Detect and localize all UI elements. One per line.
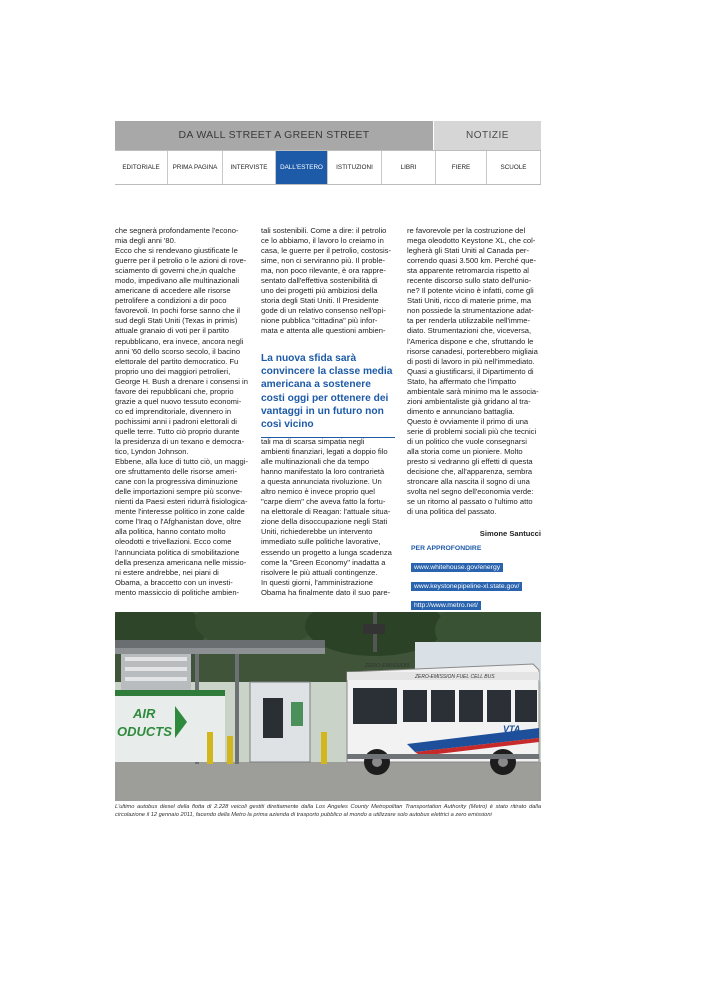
nav-item-interviste[interactable]: INTERVISTE: [223, 151, 276, 184]
page-header: [115, 121, 541, 185]
text-line: diato. Strumentazioni che, viceversa,: [407, 326, 532, 336]
text-line: na elettorale di Reagan: l'attuale situa-: [261, 507, 391, 517]
text-line: di una politica del passato.: [407, 507, 497, 517]
article-column-2-top: [261, 226, 395, 337]
text-line: sta apparente retromarcia rispetto al: [407, 266, 529, 276]
text-line: cane con la progressiva diminuzione: [115, 477, 238, 487]
text-line: Stati Uniti, ricco di materie prime, ma: [407, 296, 532, 306]
text-line: di posti di lavoro in più nell'immediato.: [407, 356, 535, 366]
text-line: nione pubblica "cittadina" più infor-: [261, 316, 378, 326]
nav-item-istituzioni[interactable]: ISTITUZIONI: [328, 151, 382, 184]
text-line: stroncare alla nascita il sogno di una: [407, 477, 530, 487]
text-line: oleodotti e trivellazioni. Ecco come: [115, 537, 232, 547]
text-line: favore dei repubblicani che, proprio: [115, 386, 234, 396]
text-line: hanno manifestato la loro contrarietà: [261, 467, 385, 477]
text-line: Quasi a giustificarsi, il Dipartimento di: [407, 366, 534, 376]
text-line: se un ritorno al passato o l'ultimo atto: [407, 497, 533, 507]
text-line: ta per renderla utilizzabile nell'imme-: [407, 316, 531, 326]
nav-item-libri[interactable]: LIBRI: [382, 151, 436, 184]
text-line: anni '60 dello scorso secolo, il bacino: [115, 346, 241, 356]
text-line: americane di accedere alle risorse: [115, 286, 231, 296]
further-reading-heading: PER APPROFONDIRE: [411, 545, 482, 552]
text-line: nienti da Paesi esteri ridurrà fisiologica-: [115, 497, 248, 507]
author-signature: Simone Santucci: [479, 529, 541, 538]
text-line: svolta nel segno dell'economia verde:: [407, 487, 534, 497]
text-line: zione della disoccupazione negli Stati: [261, 517, 388, 527]
text-line: proprio uno dei maggiori petrolieri,: [115, 366, 231, 376]
header-bar: [115, 121, 541, 150]
text-line: modo, impedivano alle multinazionali: [115, 276, 240, 286]
text-line: storia degli Stati Uniti. Il Presidente: [261, 296, 379, 306]
nav-item-fiere[interactable]: FIERE: [436, 151, 487, 184]
header-title: DA WALL STREET A GREEN STREET: [115, 121, 433, 150]
text-line: a questa annunciata rivoluzione. Un: [261, 477, 382, 487]
nav-item-prima-pagina[interactable]: PRIMA PAGINA: [168, 151, 223, 184]
text-line: tali sostenibili. Come a dire: il petrolio: [261, 226, 387, 235]
text-line: In questi giorni, l'amministrazione: [261, 577, 374, 587]
text-line: Uniti, richiederebbe un intervento: [261, 527, 373, 537]
text-line: ce lo abbiamo, il lavoro lo creiamo in: [261, 236, 384, 246]
article-column-2-bottom: [261, 437, 395, 598]
text-line: come la "Green Economy" inadatta a: [261, 557, 386, 567]
text-line: non possiede la strumentazione adat-: [407, 306, 534, 316]
further-reading: [411, 545, 541, 613]
text-line: pochissimi anni i padroni elettorali di: [115, 416, 237, 426]
text-line: Ebbene, alla luce di tutto ciò, un maggi-: [115, 457, 248, 467]
text-line: attuale granaio di voti per il partito: [115, 326, 229, 336]
sign-text-1: AIR: [133, 706, 156, 721]
text-line: sciamento di governi che,in qualche: [115, 266, 236, 276]
bus-logo: VTA: [503, 724, 521, 734]
text-line: alla storia come un pioniere. Molto: [407, 447, 523, 457]
text-line: co ed imprenditoriale, divennero in: [115, 406, 232, 416]
text-line: ni estere andrebbe, nei piani di: [115, 567, 219, 577]
link-keystone[interactable]: www.keystonepipeline-xl.state.gov/: [411, 582, 522, 591]
text-line: risorse canadesi, porterebbero migliaia: [407, 346, 538, 356]
text-line: come l'Iraq o l'Afghanistan dove, oltre: [115, 517, 242, 527]
text-line: di un politico che vuole consegnarsi: [407, 436, 527, 446]
text-line: recente discorso sullo stato dell'unio-: [407, 276, 532, 286]
text-line: petrolifere a condizioni a dir poco: [115, 296, 227, 306]
text-line: delle importazioni sempre più sconve-: [115, 487, 243, 497]
text-line: altro nemico è invece proprio quel: [261, 487, 375, 497]
text-line: ma, non poco rilevante, è ora rappre-: [261, 266, 386, 276]
text-line: sime, non ci serviranno più. Il proble-: [261, 256, 386, 266]
bus-side-text: ZERO-EMISSION FUEL CELL BUS: [415, 674, 495, 680]
nav-item-editoriale[interactable]: EDITORIALE: [115, 151, 168, 184]
text-line: sentato dall'effettiva sostenibilità di: [261, 276, 378, 286]
link-whitehouse[interactable]: www.whitehouse.gov/energy: [411, 563, 503, 572]
header-section: NOTIZIE: [434, 121, 541, 150]
article-photo: [115, 612, 541, 801]
text-line: gode di un relativo consenso nell'opi-: [261, 306, 386, 316]
text-line: decisione che, all'apparenza, sembra: [407, 467, 533, 477]
text-line: repubblicano, era invece, ancora negli: [115, 336, 244, 346]
text-line: quelle terre. Tutto ciò proprio durante: [115, 426, 240, 436]
text-line: elettorale del partito democratico. Fu: [115, 356, 239, 366]
text-line: ore sfruttamento delle risorse ameri-: [115, 467, 237, 477]
section-nav: [115, 150, 541, 185]
text-line: risolvere le più attuali contingenze.: [261, 567, 378, 577]
text-line: Obama ha finalmente dato il suo pare-: [261, 587, 391, 597]
text-line: mento massiccio di politiche ambien-: [115, 587, 240, 597]
article-column-3: [407, 226, 541, 517]
text-line: Questo è ovviamente il primo di una: [407, 416, 529, 426]
text-line: ambienti finanziari, legati a doppio filo: [261, 447, 388, 457]
text-line: che segnerà profondamente l'econo-: [115, 226, 239, 235]
text-line: mata e attenta alle questioni ambien-: [261, 326, 386, 336]
text-line: ne? Il potente vicino è infatti, come gli: [407, 286, 534, 296]
text-line: dimento e annunciano battaglia.: [407, 406, 515, 416]
text-line: guerre per il petrolio o le azioni di rove-: [115, 256, 247, 266]
text-line: immediato sulle politiche lavorative,: [261, 537, 381, 547]
text-line: mia degli anni '80.: [115, 236, 176, 246]
text-line: alla politica, hanno contato molto: [115, 527, 226, 537]
text-line: mente l'interesse politico in zone calde: [115, 507, 245, 517]
text-line: tico, Lyndon Johnson.: [115, 447, 189, 457]
text-line: Obama, a braccetto con un investi-: [115, 577, 233, 587]
text-line: correndo quasi 3.500 km. Perché que-: [407, 256, 537, 266]
text-line: legherà gli Stati Uniti al Canada per-: [407, 246, 529, 256]
sign-text-2: ODUCTS: [117, 724, 172, 739]
text-line: alle multinazionali che da tempo: [261, 457, 370, 467]
text-line: casa, le guerre per il petrolio, costosis-: [261, 246, 391, 256]
nav-item-scuole[interactable]: SCUOLE: [487, 151, 541, 184]
text-line: Ecco che si rendevano giustificate le: [115, 246, 238, 256]
text-line: essendo un progetto a lunga scadenza: [261, 547, 392, 557]
bus-roof-text: ZERO-EMISSION: [365, 663, 410, 669]
article-column-1: [115, 226, 248, 598]
text-line: la presidenza di un texano e democra-: [115, 436, 245, 446]
text-line: favorevoli. In pochi forse sanno che il: [115, 306, 240, 316]
text-line: mega oleodotto Keystone XL, che col-: [407, 236, 536, 246]
text-line: sud degli Stati Uniti (Texas in primis): [115, 316, 238, 326]
text-line: l'annunciata politica di smobilitazione: [115, 547, 240, 557]
text-line: grazie a quel nuovo tessuto economi-: [115, 396, 242, 406]
text-line: zioni ambientaliste già gridano al tra-: [407, 396, 531, 406]
text-line: George H. Bush a drenare i consensi in: [115, 376, 248, 386]
text-line: Stato, ha affermato che l'impatto: [407, 376, 516, 386]
photo-caption: L'ultimo autobus diesel della flotta di 2.228 veicoli gestiti direttamente dalla Los Angeles County Metropolitan Transportation Authority (Metro) è stato ritirato dalla circolazione il 12 gennaio 2011, facendo della Metro la prima azienda di trasporto pubblico al mondo a utilizzare solo autobus elettrici a zero emissioni: [115, 804, 541, 819]
text-line: presto si vedranno gli effetti di questa: [407, 457, 533, 467]
text-line: della presenza americana nelle missio-: [115, 557, 247, 567]
text-line: serie di problemi sociali più che tecnici: [407, 426, 537, 436]
bus-station-illustration: [115, 612, 541, 801]
text-line: re favorevole per la costruzione del: [407, 226, 526, 235]
text-line: ambientale sarà minimo ma le associa-: [407, 386, 539, 396]
text-line: tali ma di scarsa simpatia negli: [261, 437, 365, 446]
text-line: uno dei progetti più ambiziosi della: [261, 286, 378, 296]
text-line: "carpe diem" che aveva fatto la fortu-: [261, 497, 386, 507]
nav-item-dall-estero[interactable]: DALL'ESTERO: [276, 151, 328, 184]
link-metro[interactable]: http://www.metro.net/: [411, 601, 481, 610]
text-line: l'America dispone e che, sfruttando le: [407, 336, 534, 346]
pull-quote: La nuova sfida sarà convincere la classe media americana a sostenere costi oggi per ottenere dei vantaggi in un futuro non così vicino: [261, 352, 395, 438]
